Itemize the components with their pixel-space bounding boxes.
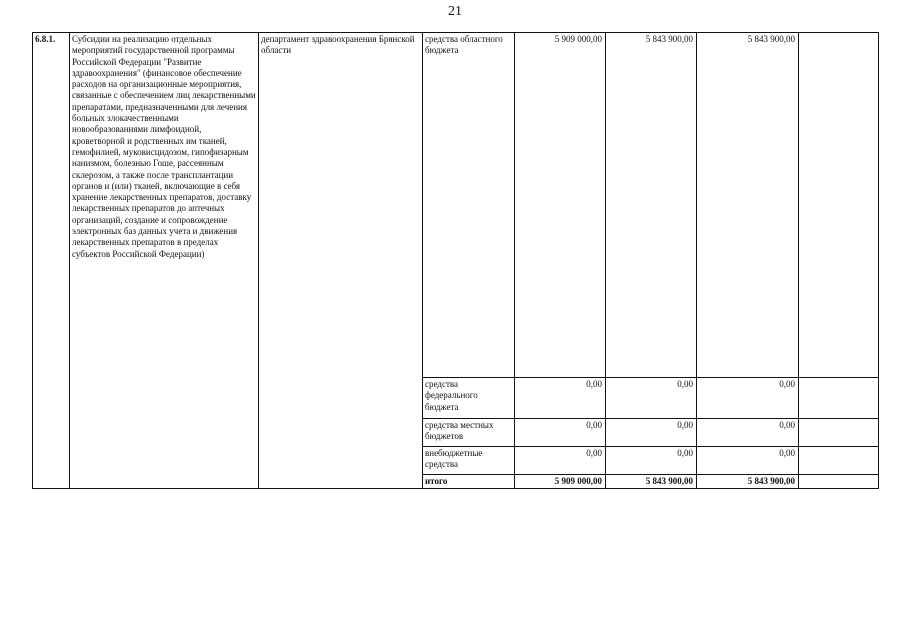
total-value-3: 5 843 900,00 [697, 475, 799, 489]
funding-source-total: итого [423, 475, 515, 489]
funding-value-2: 5 843 900,00 [606, 33, 697, 378]
funding-value-1: 0,00 [515, 378, 606, 419]
empty-cell [799, 419, 879, 447]
funding-value-2: 0,00 [606, 378, 697, 419]
empty-cell [799, 475, 879, 489]
empty-cell [799, 33, 879, 378]
page-number: 21 [448, 4, 462, 19]
funding-value-2: 0,00 [606, 419, 697, 447]
funding-source: внебюджетные средства [423, 447, 515, 475]
funding-value-1: 0,00 [515, 419, 606, 447]
funding-source: средства федерального бюджета [423, 378, 515, 419]
table-row [33, 33, 879, 378]
funding-value-3: 0,00 [697, 447, 799, 475]
funding-value-1: 0,00 [515, 447, 606, 475]
funding-value-3: 0,00 [697, 419, 799, 447]
empty-cell [799, 378, 879, 419]
total-value-2: 5 843 900,00 [606, 475, 697, 489]
funding-value-3: 5 843 900,00 [697, 33, 799, 378]
empty-cell [799, 447, 879, 475]
item-code: 6.8.1. [33, 33, 70, 489]
funding-source: средства областного бюджета [423, 33, 515, 378]
funding-value-2: 0,00 [606, 447, 697, 475]
budget-table [32, 32, 879, 489]
funding-value-1: 5 909 000,00 [515, 33, 606, 378]
item-description: Субсидии на реализацию отдельных мероприятий государственной программы Российской Федерации "Развитие здравоохранения" (финансовое обеспечение расходов на организационные мероприятия, связанные с обеспечением лиц лекарственными препаратами, предназначенными для лечения больных злокачественными новообразованиями лимфоидной, кроветворной и родственных им тканей, гемофилией, муковисцидозом, гипофизарным нанизмом, болезнью Гоше, рассеянным склерозом, а также после трансплантации органов и (или) тканей, включающие в себя хранение лекарственных препаратов, доставку лекарственных препаратов до аптечных организаций, создание и сопровождение электронных баз данных учета и движения лекарственных препаратов в пределах субъектов Российской Федерации) [70, 33, 259, 489]
total-value-1: 5 909 000,00 [515, 475, 606, 489]
item-executor: департамент здравоохранения Брянской области [259, 33, 423, 489]
funding-source: средства местных бюджетов [423, 419, 515, 447]
funding-value-3: 0,00 [697, 378, 799, 419]
